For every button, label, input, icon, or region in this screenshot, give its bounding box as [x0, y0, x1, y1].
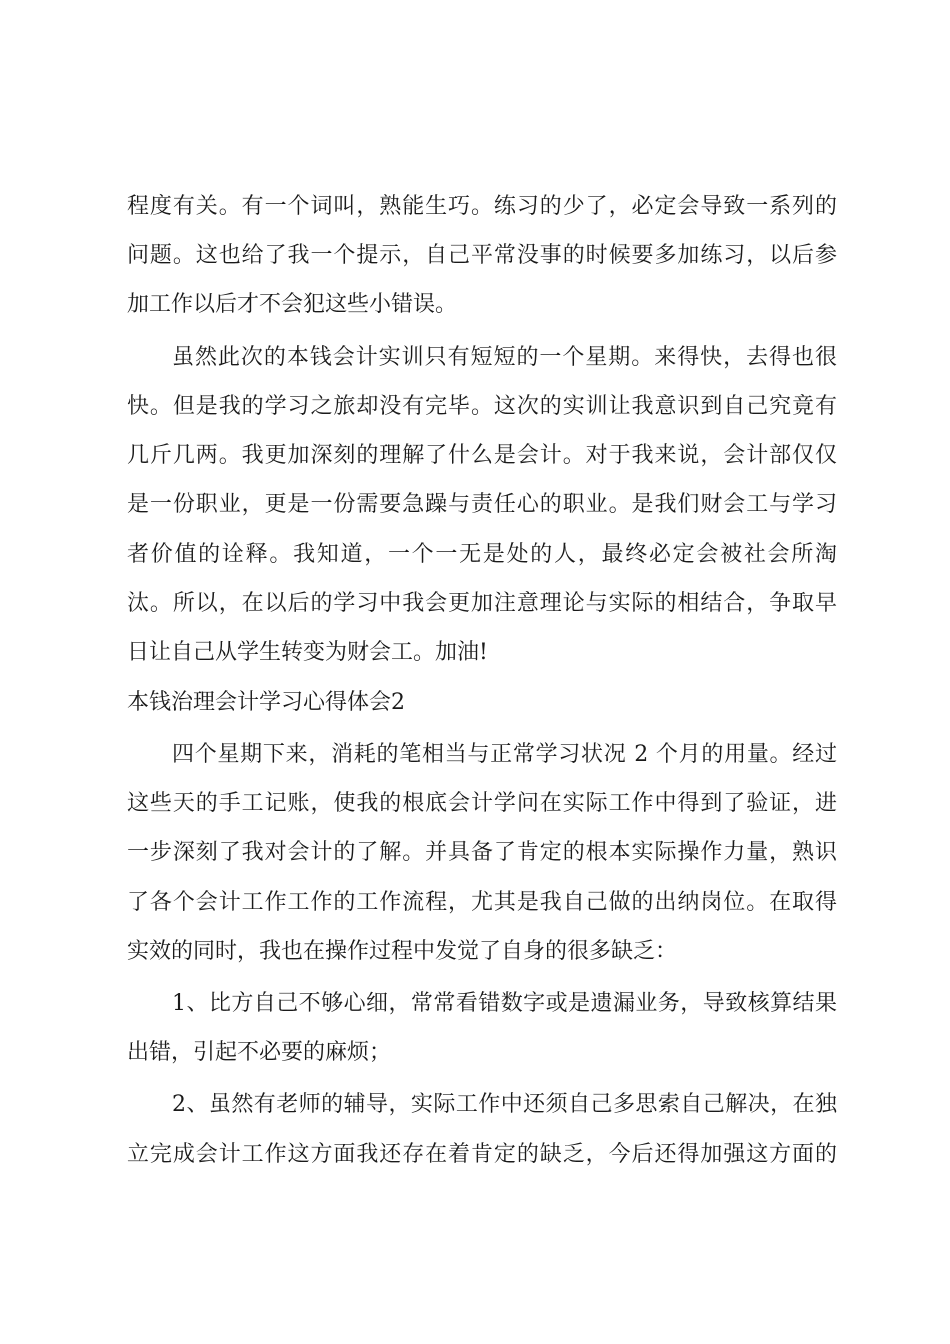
- list-item-2-line-2: 立完成会计工作这方面我还存在着肯定的缺乏，今后还得加强这方面的: [127, 1142, 837, 1167]
- paragraph-2-line-2: 快。但是我的学习之旅却没有完毕。这次的实训让我意识到自己究竟有: [127, 394, 837, 419]
- paragraph-2-line-4: 是一份职业，更是一份需要急躁与责任心的职业。是我们财会工与学习: [127, 492, 837, 517]
- paragraph-2-line-7: 日让自己从学生转变为财会工。加油!: [127, 640, 488, 665]
- paragraph-3-line-2: 这些天的手工记账，使我的根底会计学问在实际工作中得到了验证，进: [127, 791, 837, 816]
- list-item-2-line-1: 2、虽然有老师的辅导，实际工作中还须自己多思索自己解决，在独: [172, 1092, 837, 1117]
- paragraph-2-line-1: 虽然此次的本钱会计实训只有短短的一个星期。来得快，去得也很: [172, 345, 837, 370]
- paragraph-3-line-4: 了各个会计工作工作的工作流程，尤其是我自己做的出纳岗位。在取得: [127, 890, 837, 915]
- paragraph-2-line-5: 者价值的诠释。我知道，一个一无是处的人，最终必定会被社会所淘: [127, 542, 837, 567]
- list-item-1-line-1: 1、比方自己不够心细，常常看错数字或是遗漏业务，导致核算结果: [172, 991, 837, 1016]
- paragraph-3-line-1: 四个星期下来，消耗的笔相当与正常学习状况 2 个月的用量。经过: [172, 742, 837, 767]
- paragraph-1-line-1: 程度有关。有一个词叫，熟能生巧。练习的少了，必定会导致一系列的: [127, 194, 837, 219]
- paragraph-2-line-3: 几斤几两。我更加深刻的理解了什么是会计。对于我来说，会计部仅仅: [127, 443, 837, 468]
- list-item-1-line-2: 出错，引起不必要的麻烦；: [127, 1040, 392, 1065]
- paragraph-3-line-3: 一步深刻了我对会计的了解。并具备了肯定的根本实际操作力量，熟识: [127, 840, 837, 865]
- paragraph-3-line-5: 实效的同时，我也在操作过程中发觉了自身的很多缺乏：: [127, 939, 678, 964]
- paragraph-1-line-3: 加工作以后才不会犯这些小错误。: [127, 292, 458, 317]
- section-heading: 本钱治理会计学习心得体会2: [127, 690, 405, 715]
- paragraph-2-line-6: 汰。所以，在以后的学习中我会更加注意理论与实际的相结合，争取早: [127, 591, 837, 616]
- paragraph-1-line-2: 问题。这也给了我一个提示，自己平常没事的时候要多加练习，以后参: [127, 243, 837, 268]
